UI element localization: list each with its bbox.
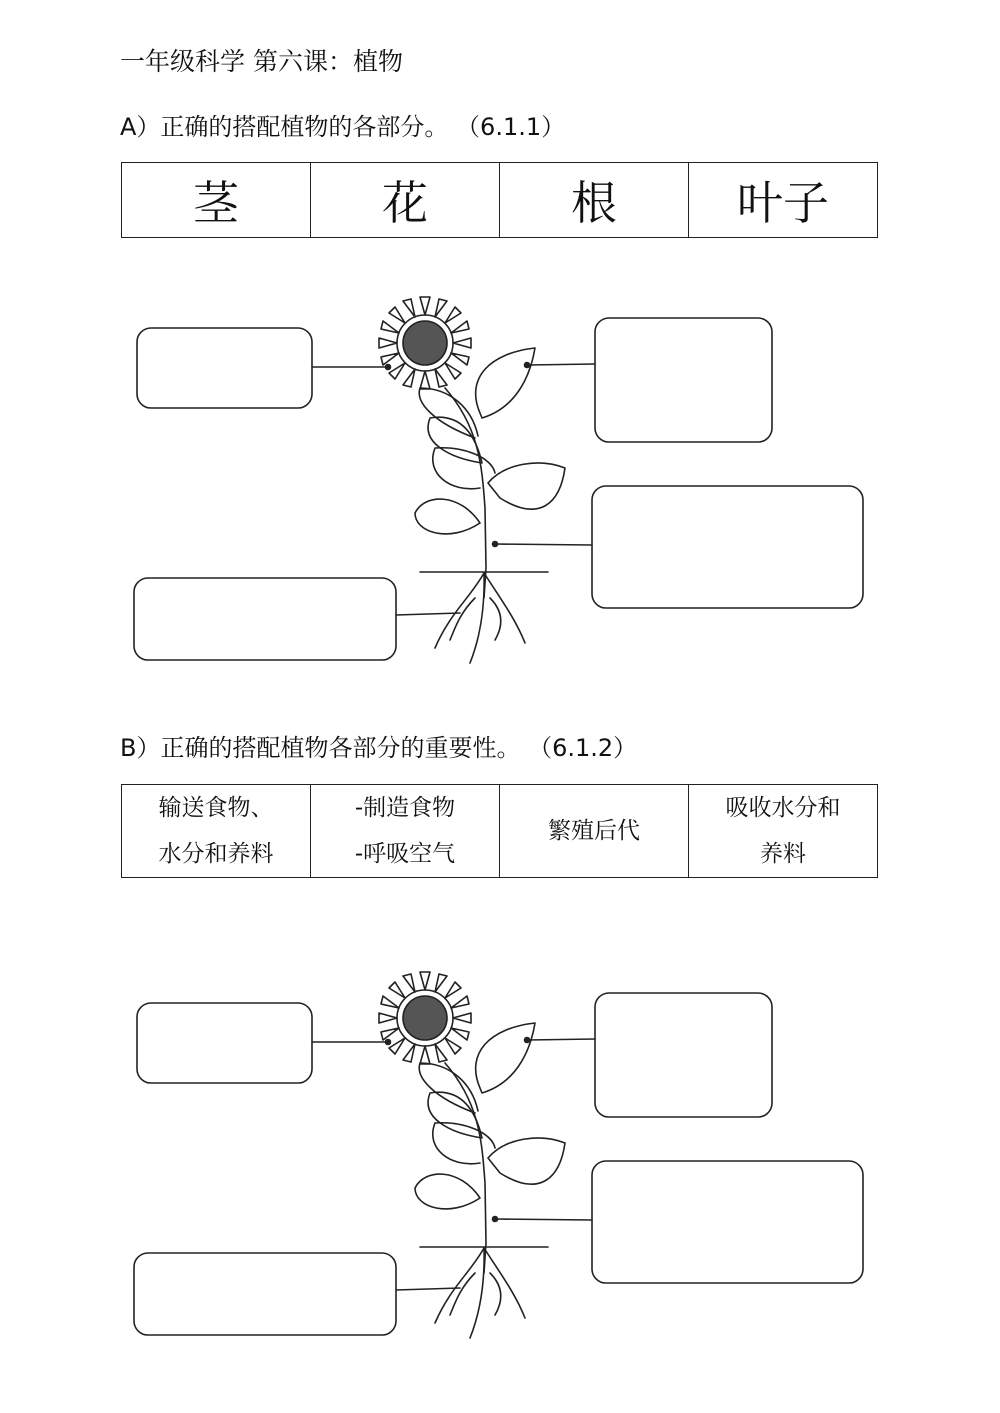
answer-box-root[interactable] <box>134 1253 396 1335</box>
word-stem: 茎 <box>122 163 311 238</box>
answer-box-root[interactable] <box>134 578 396 660</box>
function-line: 水分和养料 <box>158 841 274 867</box>
word-leaf: 叶子 <box>689 163 878 238</box>
function-line: 繁殖后代 <box>548 818 640 844</box>
answer-box-leaf[interactable] <box>595 993 772 1117</box>
function-line: 吸收水分和 <box>725 795 841 821</box>
word-bank-a <box>121 162 878 238</box>
answer-box-flower[interactable] <box>137 1003 312 1083</box>
function-cell-flower <box>500 785 689 878</box>
plant-diagram-b <box>120 943 880 1353</box>
answer-box-flower[interactable] <box>137 328 312 408</box>
function-cell-leaf <box>311 785 500 878</box>
answer-box-stem[interactable] <box>592 486 863 608</box>
word-bank-b <box>121 784 878 878</box>
function-line: 输送食物、 <box>158 795 274 821</box>
word-flower: 花 <box>311 163 500 238</box>
answer-box-stem[interactable] <box>592 1161 863 1283</box>
function-line: -呼吸空气 <box>354 841 456 867</box>
worksheet-title: 一年级科学 第六课：植物 <box>120 47 403 76</box>
sunflower-illustration <box>120 268 880 678</box>
function-cell-root <box>689 785 878 878</box>
plant-diagram-a <box>120 268 880 678</box>
question-a: A）正确的搭配植物的各部分。 （6.1.1） <box>120 113 566 141</box>
function-line: -制造食物 <box>354 795 456 821</box>
word-root: 根 <box>500 163 689 238</box>
function-cell-stem <box>122 785 311 878</box>
sunflower-illustration <box>120 943 880 1353</box>
function-line: 养料 <box>760 841 806 867</box>
question-b: B）正确的搭配植物各部分的重要性。 （6.1.2） <box>120 734 638 762</box>
answer-box-leaf[interactable] <box>595 318 772 442</box>
